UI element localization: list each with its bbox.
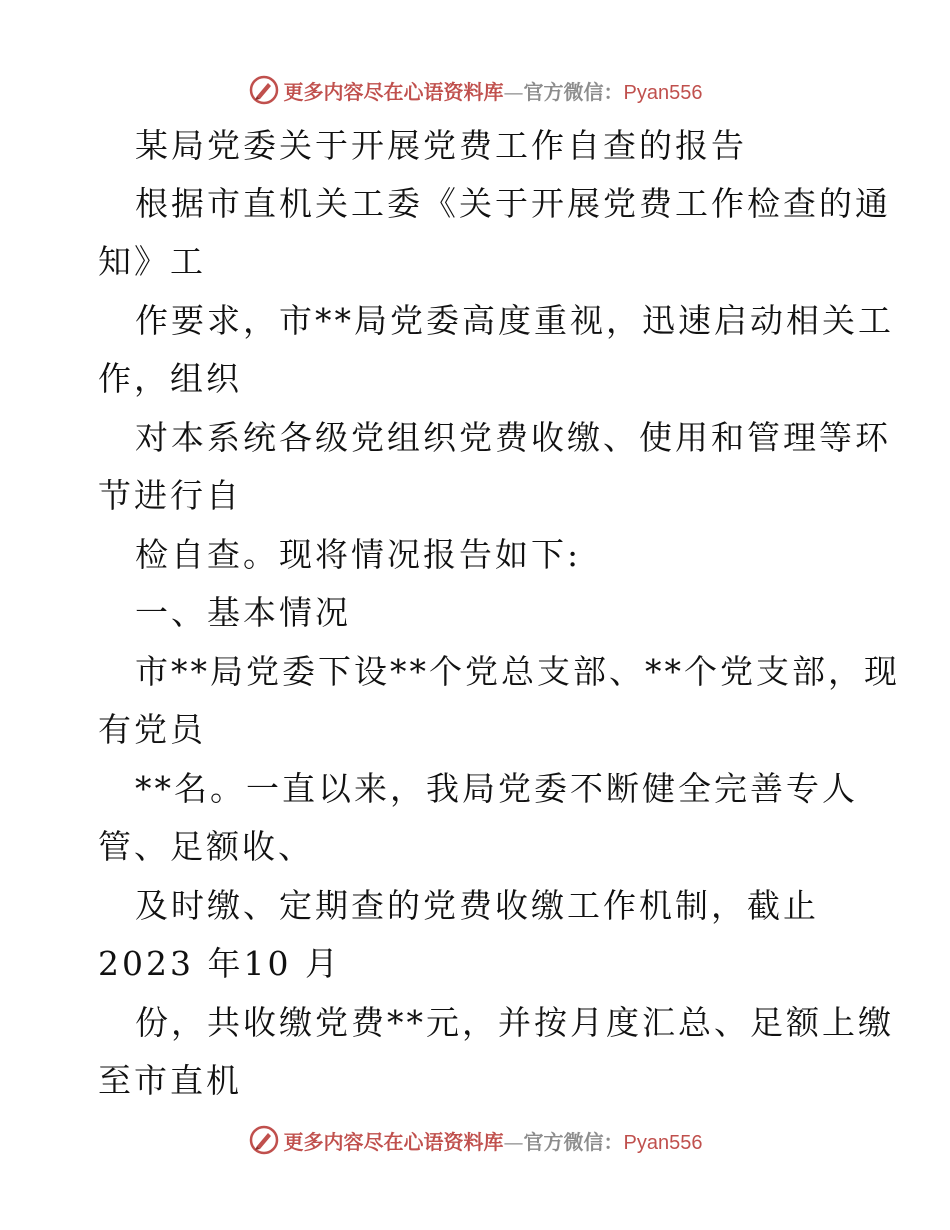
paragraph-line: 根据市直机关工委《关于开展党费工作检查的通	[135, 184, 891, 223]
paragraph-line: 有党员	[98, 710, 206, 749]
paragraph-line: 作，组织	[98, 359, 242, 398]
watermark-dash: —	[503, 79, 524, 104]
section-heading: 一、基本情况	[135, 593, 351, 632]
paragraph-line: 2023 年10 月	[98, 944, 341, 983]
watermark-text	[284, 1126, 703, 1155]
watermark-dash: —	[503, 1129, 524, 1154]
paragraph-line: 节进行自	[98, 476, 242, 515]
paragraph-line: 市**局党委下设**个党总支部、**个党支部，现	[135, 652, 900, 691]
paragraph-line: 及时缴、定期查的党费收缴工作机制，截止	[135, 886, 819, 925]
watermark-brand: 更多内容尽在心语资料库	[283, 79, 504, 104]
paragraph-line: 至市直机	[98, 1061, 242, 1100]
watermark-wechat-id: Pyan556	[623, 1131, 703, 1154]
paragraph-line: 检自查。现将情况报告如下:	[135, 535, 582, 574]
paragraph-line: 份，共收缴党费**元，并按月度汇总、足额上缴	[135, 1003, 894, 1042]
watermark-wechat-id: Pyan556	[623, 81, 703, 104]
watermark-official: 官方微信：	[523, 79, 624, 104]
paragraph-line: 对本系统各级党组织党费收缴、使用和管理等环	[135, 418, 891, 457]
paragraph-line: 知》工	[98, 242, 206, 281]
watermark-official: 官方微信：	[523, 1129, 624, 1154]
paragraph-line: 管、足额收、	[98, 827, 314, 866]
paragraph-line: 作要求，市**局党委高度重视，迅速启动相关工	[135, 301, 894, 340]
document-title: 某局党委关于开展党费工作自查的报告	[135, 126, 747, 165]
pen-circle-icon	[248, 1124, 280, 1156]
paragraph-line: **名。一直以来，我局党委不断健全完善专人	[135, 769, 858, 808]
watermark-brand: 更多内容尽在心语资料库	[283, 1129, 504, 1154]
footer-watermark	[0, 1120, 950, 1160]
